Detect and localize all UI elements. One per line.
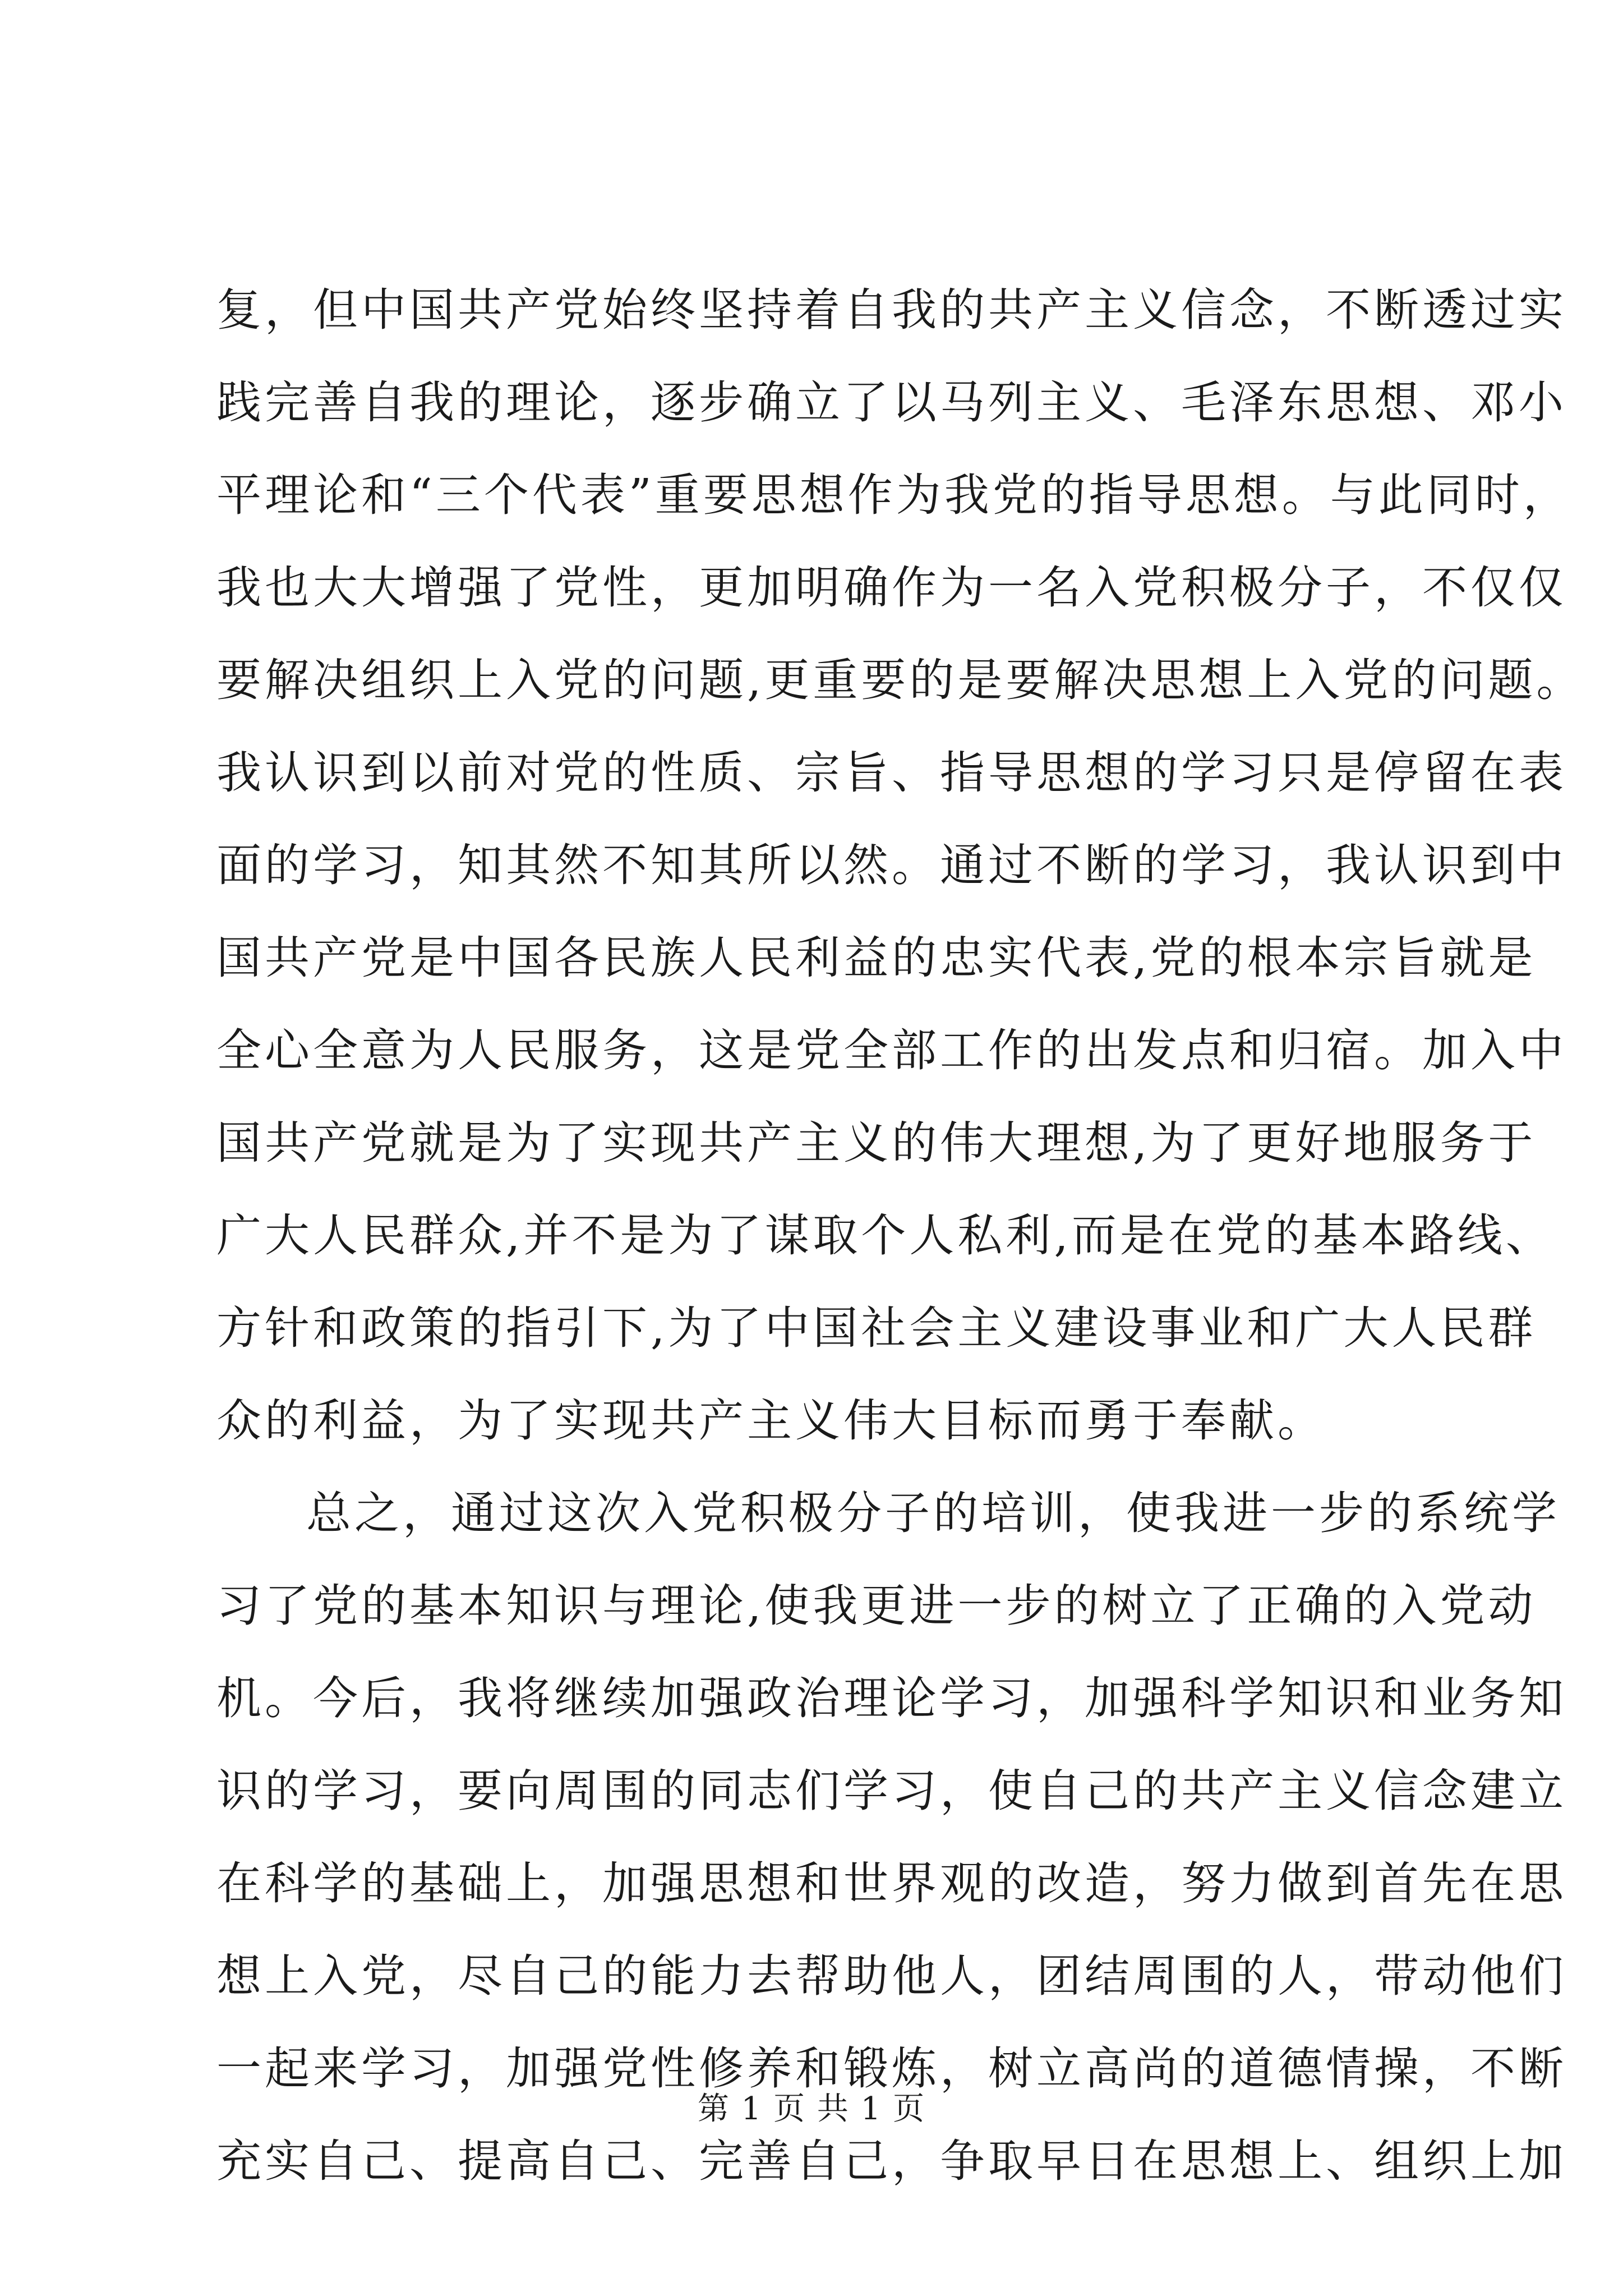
text-line: 我也大大增强了党性，更加明确作为一名入党积极分子，不仅仅 xyxy=(216,562,1567,614)
text-line: 识的学习，要向周围的同志们学习，使自己的共产主义信念建立 xyxy=(216,1765,1567,1817)
text-line: 在科学的基础上，加强思想和世界观的改造，努力做到首先在思 xyxy=(216,1857,1567,1910)
text-line: 机。今后，我将继续加强政治理论学习，加强科学知识和业务知 xyxy=(216,1672,1567,1724)
paragraph-start-line: 总之，通过这次入党积极分子的培训，使我进一步的系统学 xyxy=(306,1487,1560,1539)
text-line: 全心全意为人民服务，这是党全部工作的出发点和归宿。加入中 xyxy=(216,1024,1567,1076)
text-line: 众的利益，为了实现共产主义伟大目标而勇于奉献。 xyxy=(216,1395,1326,1447)
text-line: 面的学习，知其然不知其所以然。通过不断的学习，我认识到中 xyxy=(216,839,1567,891)
text-line: 复，但中国共产党始终坚持着自我的共产主义信念，不断透过实 xyxy=(216,284,1567,336)
text-line: 充实自己、提高自己、完善自己，争取早日在思想上、组织上加 xyxy=(216,2135,1567,2187)
text-line: 践完善自我的理论，逐步确立了以马列主义、毛泽东思想、邓小 xyxy=(216,376,1567,429)
text-line: 我认识到以前对党的性质、宗旨、指导思想的学习只是停留在表 xyxy=(216,747,1567,799)
text-line: 想上入党，尽自己的能力去帮助他人，团结周围的人，带动他们 xyxy=(216,1950,1567,2002)
page-footer: 第 1 页 共 1 页 xyxy=(697,2091,926,2127)
text-line: 国共产党是中国各民族人民利益的忠实代表,党的根本宗旨就是 xyxy=(216,932,1537,984)
text-line: 要解决组织上入党的问题,更重要的是要解决思想上入党的问题。 xyxy=(216,654,1585,706)
text-line: 国共产党就是为了实现共产主义的伟大理想,为了更好地服务于 xyxy=(216,1117,1537,1169)
text-line: 习了党的基本知识与理论,使我更进一步的树立了正确的入党动 xyxy=(216,1580,1537,1632)
text-line: 方针和政策的指引下,为了中国社会主义建设事业和广大人民群 xyxy=(216,1302,1537,1354)
document-body xyxy=(216,264,1585,2207)
text-line: 一起来学习，加强党性修养和锻炼，树立高尚的道德情操，不断 xyxy=(216,2042,1567,2095)
text-line: 广大人民群众,并不是为了谋取个人私利,而是在党的基本路线、 xyxy=(216,1209,1554,1262)
text-line: 平理论和“三个代表”重要思想作为我党的指导思想。与此同时， xyxy=(216,469,1571,521)
